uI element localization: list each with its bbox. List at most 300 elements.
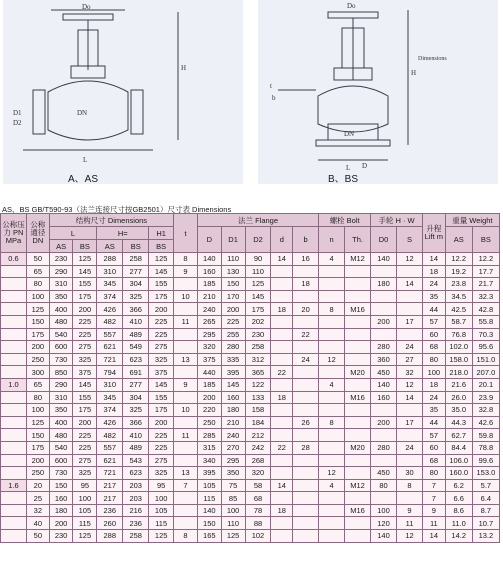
- cell-l-as: 730: [49, 467, 73, 480]
- label-h-b: H: [411, 69, 417, 77]
- cell-pn: 1.0: [1, 378, 27, 391]
- cell-lift: 44: [422, 303, 445, 316]
- cell-l-as: 400: [49, 416, 73, 429]
- cell-t: 11: [174, 315, 198, 328]
- cell-w-as: 8.6: [445, 504, 472, 517]
- cell-n: [319, 328, 345, 341]
- cell-h-as: 217: [97, 479, 123, 492]
- cell-h-bs: 549: [123, 341, 149, 354]
- header-bolt-n: n: [319, 227, 345, 253]
- cell-d2: 184: [245, 416, 271, 429]
- cell-d: [271, 416, 293, 429]
- cell-l-bs: 155: [73, 278, 97, 291]
- valve-drawings: [0, 0, 503, 192]
- cell-lift: 18: [422, 378, 445, 391]
- cell-w-bs: 55.8: [472, 315, 499, 328]
- cell-th: [345, 265, 371, 278]
- cell-h-bs: 623: [123, 353, 149, 366]
- cell-l-bs: 325: [73, 467, 97, 480]
- cell-dn: 80: [26, 391, 49, 404]
- cell-th: [345, 315, 371, 328]
- header-t: t: [174, 214, 198, 253]
- cell-w-as: 58.7: [445, 315, 472, 328]
- cell-d: 22: [271, 441, 293, 454]
- cell-pn: 1.6: [1, 479, 27, 492]
- cell-n: [319, 290, 345, 303]
- cell-h1: 125: [149, 530, 174, 543]
- cell-w-bs: 13.2: [472, 530, 499, 543]
- cell-d1: 240: [221, 429, 245, 442]
- cell-h-as: 288: [97, 253, 123, 266]
- header-bolt: 螺栓 Bolt: [319, 214, 371, 227]
- cell-th: M20: [345, 441, 371, 454]
- cell-d0: 100: [371, 504, 397, 517]
- cell-d: 340: [197, 454, 221, 467]
- cell-w-bs: 12.2: [472, 253, 499, 266]
- cell-pn: [1, 366, 27, 379]
- cell-h-as: 345: [97, 391, 123, 404]
- cell-t: [174, 278, 198, 291]
- cell-h1: 225: [149, 441, 174, 454]
- cell-w-bs: 23.9: [472, 391, 499, 404]
- cell-d: 295: [197, 328, 221, 341]
- cell-l-bs: 225: [73, 328, 97, 341]
- cell-dn: 20: [26, 479, 49, 492]
- caption-a: A、AS: [68, 174, 99, 185]
- cell-th: [345, 517, 371, 530]
- cell-th: [345, 378, 371, 391]
- cell-d0: 120: [371, 517, 397, 530]
- cell-lift: 60: [422, 441, 445, 454]
- cell-pn: [1, 454, 27, 467]
- cell-w-as: 160.0: [445, 467, 472, 480]
- cell-n: [319, 341, 345, 354]
- cell-w-as: 62.7: [445, 429, 472, 442]
- cell-th: [345, 290, 371, 303]
- cell-h-bs: 203: [123, 479, 149, 492]
- cell-th: M20: [345, 366, 371, 379]
- cell-l-bs: 175: [73, 290, 97, 303]
- cell-lift: 24: [422, 278, 445, 291]
- cell-w-as: 14.2: [445, 530, 472, 543]
- cell-dn: 50: [26, 530, 49, 543]
- cell-d1: 100: [221, 504, 245, 517]
- cell-pn: [1, 265, 27, 278]
- cell-n: [319, 504, 345, 517]
- table-row: [1, 517, 500, 530]
- cell-d: 315: [197, 441, 221, 454]
- cell-l-as: 850: [49, 366, 73, 379]
- cell-th: M16: [345, 391, 371, 404]
- cell-w-bs: 8.7: [472, 504, 499, 517]
- table-row: [1, 416, 500, 429]
- cell-l-bs: 100: [73, 492, 97, 505]
- header-h1: H1: [149, 227, 174, 240]
- cell-w-as: 6.2: [445, 479, 472, 492]
- cell-d: 18: [271, 303, 293, 316]
- label-dimensions: Dimensions: [418, 56, 447, 62]
- header-h-bs: BS: [123, 240, 149, 253]
- cell-d1: 75: [221, 479, 245, 492]
- cell-pn: [1, 404, 27, 417]
- cell-th: M16: [345, 504, 371, 517]
- cell-s: [397, 303, 423, 316]
- cell-d2: 68: [245, 492, 271, 505]
- cell-d2: 122: [245, 378, 271, 391]
- cell-w-as: 84.4: [445, 441, 472, 454]
- cell-pn: [1, 341, 27, 354]
- header-d0: D0: [371, 227, 397, 253]
- cell-dn: 175: [26, 328, 49, 341]
- cell-d: 200: [197, 391, 221, 404]
- cell-w-bs: 95.6: [472, 341, 499, 354]
- table-row: [1, 391, 500, 404]
- cell-b: 20: [293, 303, 319, 316]
- cell-dn: 175: [26, 441, 49, 454]
- valve-a-icon: [3, 0, 243, 184]
- cell-h1: 105: [149, 504, 174, 517]
- cell-h-as: 426: [97, 303, 123, 316]
- cell-lift: 57: [422, 315, 445, 328]
- cell-t: [174, 454, 198, 467]
- cell-d2: 230: [245, 328, 271, 341]
- cell-b: [293, 290, 319, 303]
- cell-w-bs: 17.7: [472, 265, 499, 278]
- cell-h-bs: 277: [123, 378, 149, 391]
- table-row: [1, 404, 500, 417]
- cell-h1: 225: [149, 429, 174, 442]
- cell-l-bs: 95: [73, 479, 97, 492]
- cell-h-bs: 543: [123, 454, 149, 467]
- cell-h-bs: 410: [123, 315, 149, 328]
- cell-w-bs: 32.3: [472, 290, 499, 303]
- header-hw: 手轮 H · W: [371, 214, 423, 227]
- cell-d0: 160: [371, 391, 397, 404]
- cell-lift: 18: [422, 265, 445, 278]
- cell-l-bs: 125: [73, 253, 97, 266]
- cell-n: [319, 530, 345, 543]
- cell-n: 12: [319, 353, 345, 366]
- label-t: t: [270, 82, 272, 90]
- label-do: Do: [82, 3, 91, 11]
- cell-lift: 14: [422, 530, 445, 543]
- cell-d1: 255: [221, 328, 245, 341]
- cell-d1: 110: [221, 517, 245, 530]
- table-row: [1, 328, 500, 341]
- cell-b: 26: [293, 416, 319, 429]
- cell-b: [293, 517, 319, 530]
- cell-d: 440: [197, 366, 221, 379]
- cell-h-as: 374: [97, 404, 123, 417]
- cell-th: M12: [345, 253, 371, 266]
- cell-dn: 100: [26, 290, 49, 303]
- cell-d: 105: [197, 479, 221, 492]
- cell-l-bs: 105: [73, 504, 97, 517]
- cell-d0: 140: [371, 378, 397, 391]
- cell-pn: [1, 504, 27, 517]
- label-d2: D2: [13, 119, 22, 127]
- cell-th: [345, 341, 371, 354]
- cell-d2: 133: [245, 391, 271, 404]
- dimensions-table: [0, 213, 500, 543]
- header-pn: 公称压力 PN MPa: [1, 214, 27, 253]
- table-row: [1, 366, 500, 379]
- cell-d0: 450: [371, 366, 397, 379]
- cell-l-as: 400: [49, 303, 73, 316]
- cell-pn: [1, 416, 27, 429]
- header-l-as: AS: [49, 240, 73, 253]
- cell-th: M12: [345, 479, 371, 492]
- cell-h-as: 794: [97, 366, 123, 379]
- cell-t: 7: [174, 479, 198, 492]
- cell-d1: 170: [221, 290, 245, 303]
- cell-d1: 125: [221, 530, 245, 543]
- table-row: [1, 454, 500, 467]
- cell-t: [174, 391, 198, 404]
- cell-h1: 200: [149, 303, 174, 316]
- cell-h1: 325: [149, 467, 174, 480]
- cell-lift: 35: [422, 290, 445, 303]
- cell-lift: 68: [422, 341, 445, 354]
- cell-w-as: 6.6: [445, 492, 472, 505]
- cell-b: [293, 366, 319, 379]
- cell-w-as: 158.0: [445, 353, 472, 366]
- cell-n: [319, 315, 345, 328]
- label-d: D: [362, 162, 368, 170]
- cell-b: 16: [293, 253, 319, 266]
- cell-d: [271, 429, 293, 442]
- cell-w-as: 44.3: [445, 416, 472, 429]
- cell-d0: [371, 303, 397, 316]
- cell-pn: [1, 391, 27, 404]
- cell-s: 17: [397, 315, 423, 328]
- cell-d0: [371, 404, 397, 417]
- cell-d0: [371, 265, 397, 278]
- cell-d2: 258: [245, 341, 271, 354]
- cell-b: [293, 492, 319, 505]
- cell-th: [345, 492, 371, 505]
- cell-n: [319, 454, 345, 467]
- caption-b: B、BS: [328, 174, 359, 185]
- table-row: [1, 467, 500, 480]
- cell-s: 12: [397, 253, 423, 266]
- cell-l-as: 150: [49, 479, 73, 492]
- cell-b: 28: [293, 441, 319, 454]
- cell-th: [345, 429, 371, 442]
- cell-dn: 125: [26, 303, 49, 316]
- cell-h-bs: 304: [123, 278, 149, 291]
- table-row: [1, 303, 500, 316]
- cell-lift: 60: [422, 328, 445, 341]
- table-row: [1, 353, 500, 366]
- cell-l-bs: 225: [73, 429, 97, 442]
- cell-d: 240: [197, 303, 221, 316]
- cell-d: 140: [197, 504, 221, 517]
- cell-h-bs: 216: [123, 504, 149, 517]
- cell-d: [271, 290, 293, 303]
- cell-s: [397, 290, 423, 303]
- cell-n: 12: [319, 467, 345, 480]
- cell-h-as: 482: [97, 429, 123, 442]
- cell-s: 12: [397, 530, 423, 543]
- cell-d1: 335: [221, 353, 245, 366]
- cell-d0: [371, 429, 397, 442]
- cell-th: [345, 278, 371, 291]
- cell-dn: 150: [26, 429, 49, 442]
- cell-d2: 58: [245, 479, 271, 492]
- cell-w-bs: 153.0: [472, 467, 499, 480]
- header-l-bs: BS: [73, 240, 97, 253]
- cell-d2: 268: [245, 454, 271, 467]
- table-row: [1, 290, 500, 303]
- cell-w-as: 102.0: [445, 341, 472, 354]
- cell-d: 250: [197, 416, 221, 429]
- label-do-b: Do: [347, 2, 356, 10]
- cell-l-bs: 125: [73, 530, 97, 543]
- cell-d2: 110: [245, 265, 271, 278]
- cell-h-as: 288: [97, 530, 123, 543]
- cell-n: [319, 492, 345, 505]
- cell-s: 12: [397, 378, 423, 391]
- cell-b: [293, 265, 319, 278]
- cell-h-as: 236: [97, 504, 123, 517]
- cell-l-as: 290: [49, 378, 73, 391]
- cell-h-as: 217: [97, 492, 123, 505]
- cell-w-as: 35.0: [445, 404, 472, 417]
- cell-w-bs: 32.8: [472, 404, 499, 417]
- cell-n: [319, 429, 345, 442]
- cell-d: [271, 378, 293, 391]
- cell-dn: 65: [26, 378, 49, 391]
- cell-w-bs: 151.0: [472, 353, 499, 366]
- cell-l-as: 200: [49, 517, 73, 530]
- cell-th: [345, 467, 371, 480]
- cell-dn: 100: [26, 404, 49, 417]
- cell-l-bs: 325: [73, 353, 97, 366]
- cell-l-as: 310: [49, 391, 73, 404]
- cell-t: 9: [174, 265, 198, 278]
- cell-d: 22: [271, 366, 293, 379]
- cell-d2: 175: [245, 303, 271, 316]
- table-row: [1, 265, 500, 278]
- cell-h-bs: 277: [123, 265, 149, 278]
- cell-d2: 312: [245, 353, 271, 366]
- cell-dn: 50: [26, 253, 49, 266]
- cell-h-as: 260: [97, 517, 123, 530]
- cell-lift: 80: [422, 353, 445, 366]
- cell-h1: 95: [149, 479, 174, 492]
- cell-h-bs: 489: [123, 328, 149, 341]
- table-row: [1, 378, 500, 391]
- cell-th: [345, 404, 371, 417]
- cell-d1: 150: [221, 278, 245, 291]
- cell-s: [397, 429, 423, 442]
- cell-d0: 180: [371, 278, 397, 291]
- cell-d1: 280: [221, 341, 245, 354]
- cell-w-as: 19.2: [445, 265, 472, 278]
- cell-d: [271, 315, 293, 328]
- cell-w-bs: 42.8: [472, 303, 499, 316]
- cell-pn: [1, 290, 27, 303]
- cell-d0: 80: [371, 479, 397, 492]
- cell-dn: 125: [26, 416, 49, 429]
- cell-s: 30: [397, 467, 423, 480]
- cell-d2: 90: [245, 253, 271, 266]
- cell-h1: 100: [149, 492, 174, 505]
- cell-d1: 110: [221, 253, 245, 266]
- cell-lift: 57: [422, 429, 445, 442]
- cell-w-bs: 21.7: [472, 278, 499, 291]
- cell-h-as: 621: [97, 341, 123, 354]
- cell-d: [271, 517, 293, 530]
- cell-l-bs: 225: [73, 441, 97, 454]
- cell-b: [293, 467, 319, 480]
- cell-l-as: 230: [49, 530, 73, 543]
- cell-d: 165: [197, 530, 221, 543]
- cell-d2: 145: [245, 290, 271, 303]
- cell-pn: [1, 429, 27, 442]
- cell-d1: 295: [221, 454, 245, 467]
- cell-s: 17: [397, 416, 423, 429]
- cell-l-as: 350: [49, 404, 73, 417]
- cell-d2: 320: [245, 467, 271, 480]
- cell-l-as: 480: [49, 315, 73, 328]
- cell-d1: 395: [221, 366, 245, 379]
- cell-n: [319, 366, 345, 379]
- cell-d0: 200: [371, 315, 397, 328]
- cell-lift: 11: [422, 517, 445, 530]
- cell-pn: [1, 467, 27, 480]
- cell-l-bs: 275: [73, 454, 97, 467]
- cell-h1: 155: [149, 278, 174, 291]
- label-h: H: [181, 64, 187, 72]
- table-body: [1, 253, 500, 543]
- cell-dn: 25: [26, 492, 49, 505]
- cell-n: 4: [319, 479, 345, 492]
- cell-l-as: 730: [49, 353, 73, 366]
- cell-t: 10: [174, 404, 198, 417]
- cell-d: 185: [197, 278, 221, 291]
- cell-t: [174, 303, 198, 316]
- cell-h-bs: 410: [123, 429, 149, 442]
- cell-l-bs: 145: [73, 378, 97, 391]
- cell-dn: 150: [26, 315, 49, 328]
- cell-h-bs: 366: [123, 416, 149, 429]
- cell-h1: 200: [149, 416, 174, 429]
- cell-d: [271, 341, 293, 354]
- cell-d1: 160: [221, 391, 245, 404]
- cell-lift: 44: [422, 416, 445, 429]
- cell-h-as: 721: [97, 353, 123, 366]
- cell-h-as: 310: [97, 378, 123, 391]
- cell-th: [345, 530, 371, 543]
- cell-b: 22: [293, 328, 319, 341]
- cell-h-bs: 691: [123, 366, 149, 379]
- cell-pn: [1, 303, 27, 316]
- table-row: [1, 341, 500, 354]
- cell-d0: 360: [371, 353, 397, 366]
- cell-t: [174, 341, 198, 354]
- cell-pn: [1, 328, 27, 341]
- cell-d: [271, 404, 293, 417]
- cell-h1: 115: [149, 517, 174, 530]
- cell-t: [174, 504, 198, 517]
- cell-h-bs: 366: [123, 303, 149, 316]
- cell-d0: 200: [371, 416, 397, 429]
- table-row: [1, 530, 500, 543]
- cell-w-bs: 59.8: [472, 429, 499, 442]
- cell-th: [345, 416, 371, 429]
